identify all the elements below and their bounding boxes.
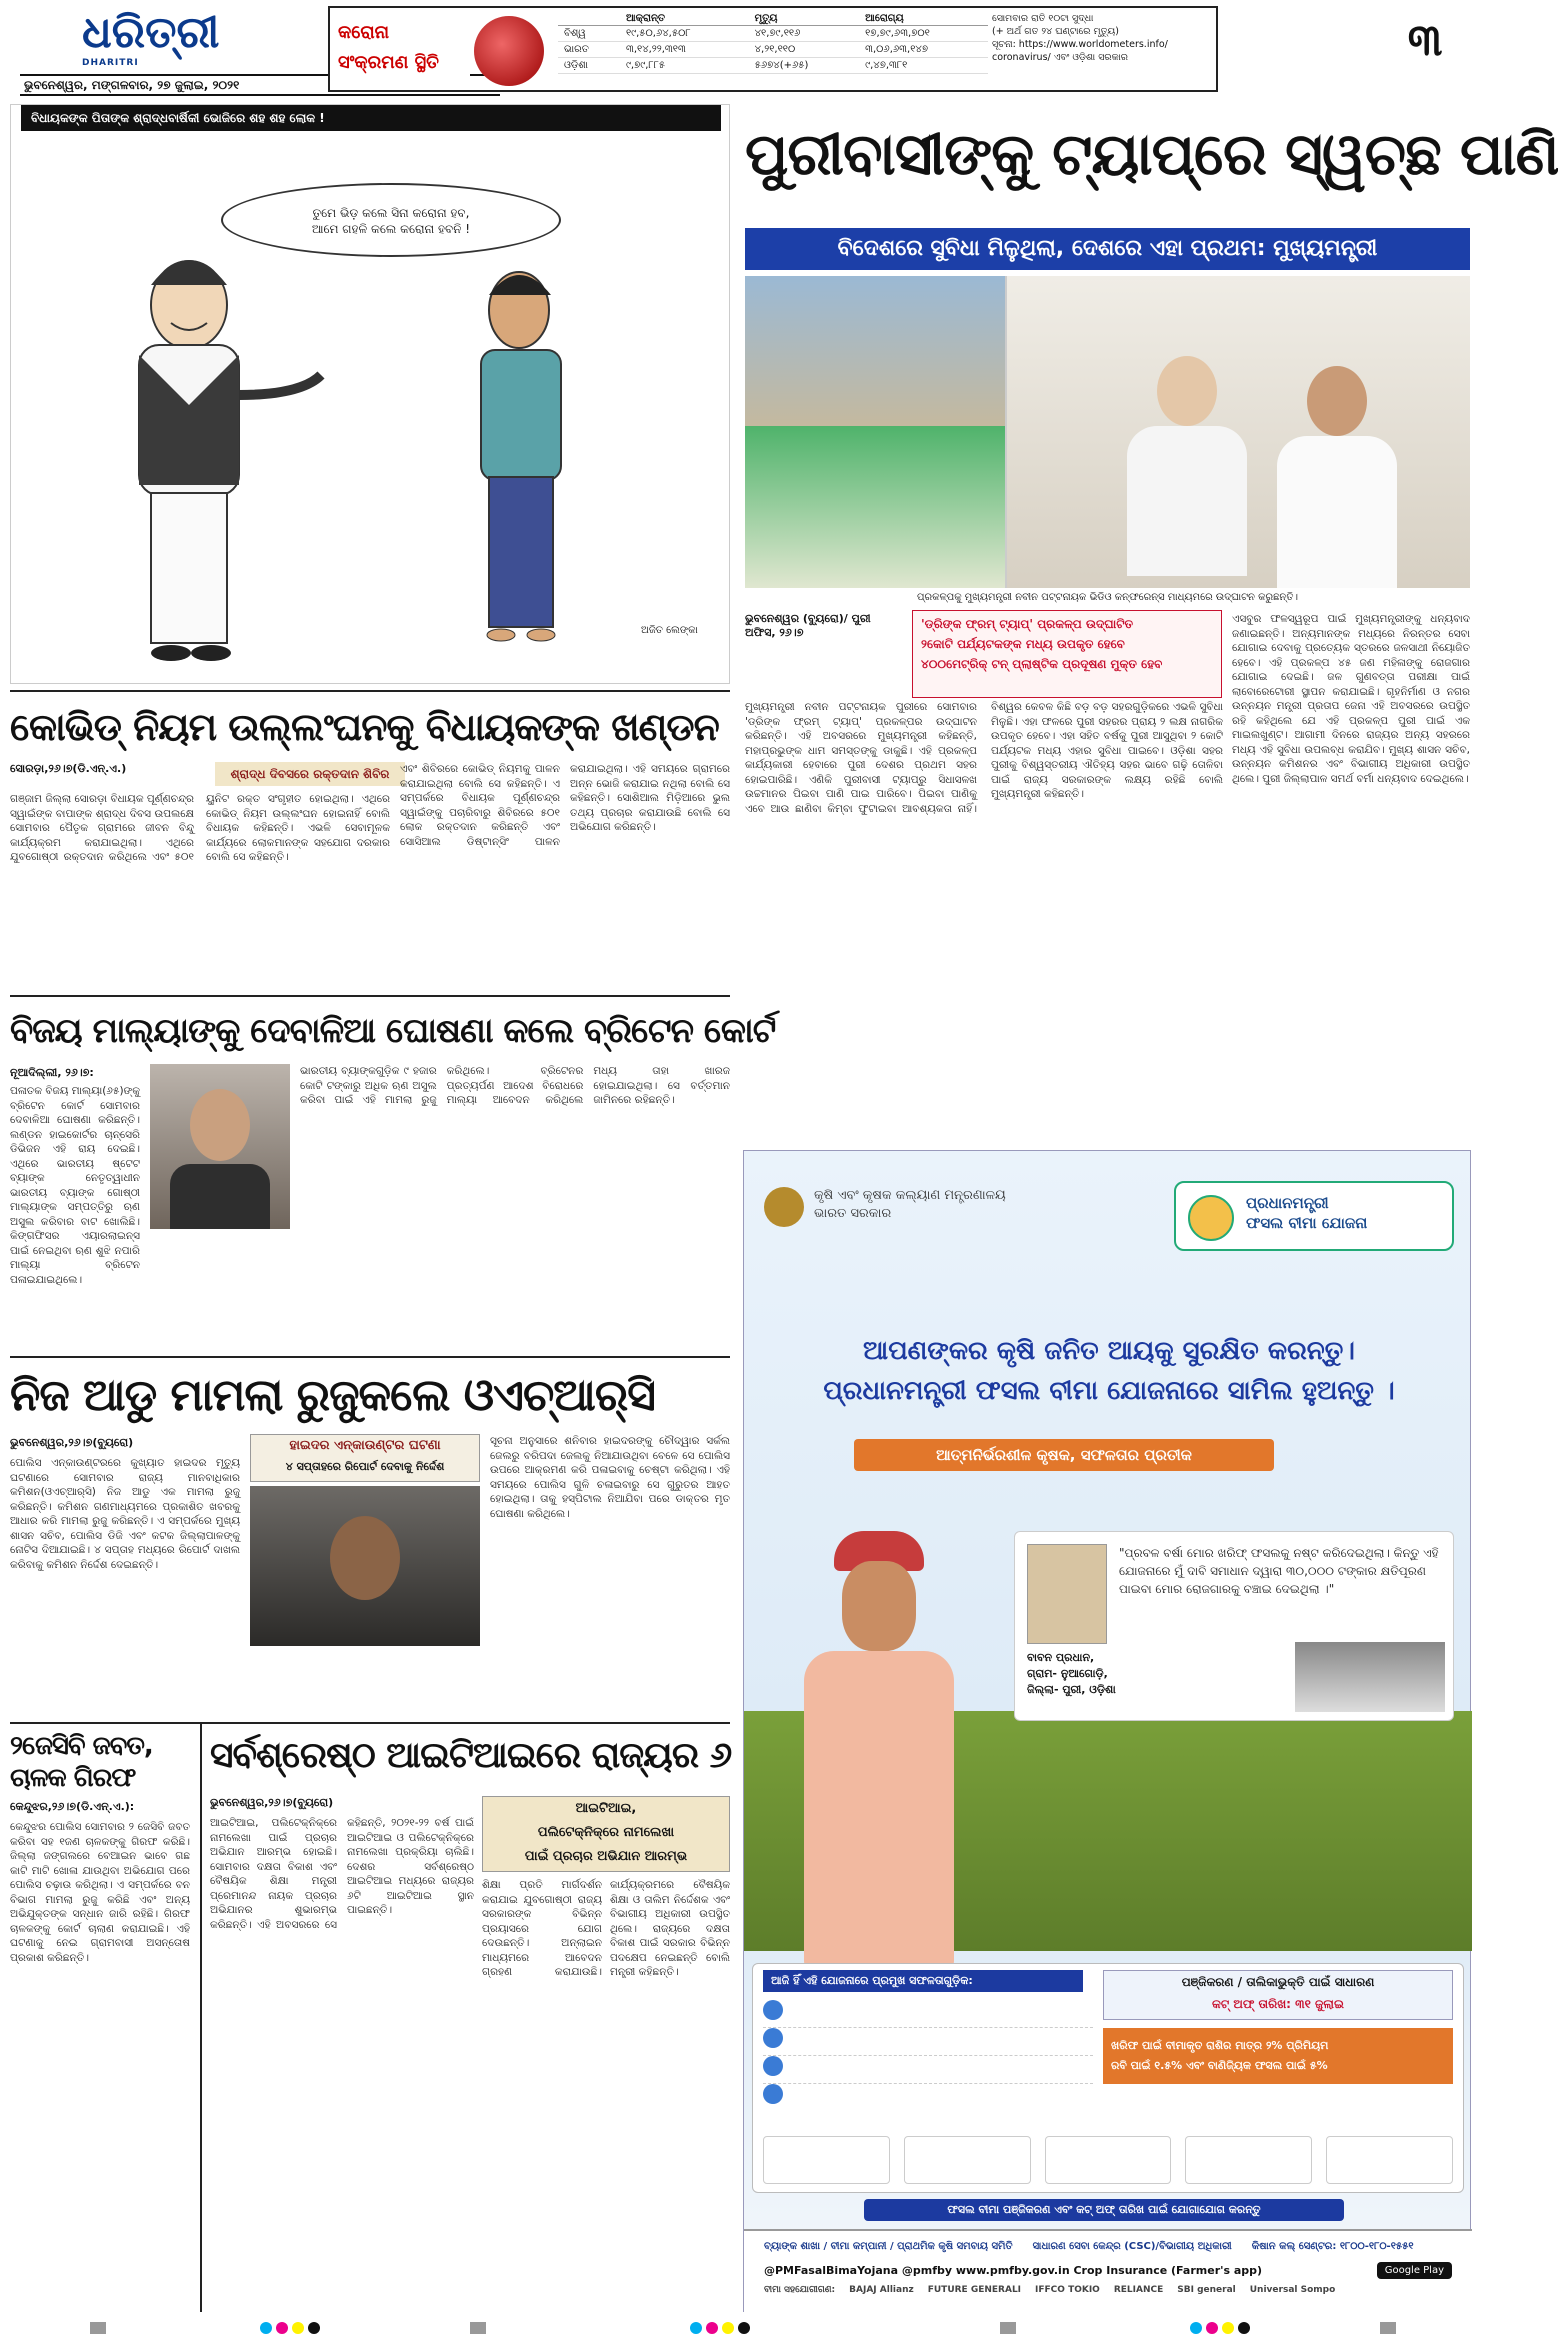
- ad-headline: ଆପଣଙ୍କର କୃଷି ଜନିତ ଆୟକୁ ସୁରକ୍ଷିତ କରନ୍ତୁ। ପ୍ରଧାନମନ୍ତ୍ରୀ ଫସଲ ବୀମା ଯୋଜନାରେ ସାମିଲ ହୁଅନ୍ତୁ ।: [823, 1336, 1395, 1406]
- cartoon: [10, 104, 730, 684]
- ohrc-byline: ଭୁବନେଶ୍ୱର,୨୬।୭(ବ୍ୟୁରୋ): [10, 1436, 134, 1449]
- pmfby-advertisement: [743, 1150, 1471, 2312]
- emblem-icon: [764, 1187, 804, 1227]
- jcb-byline: କେନ୍ଦୁଝର,୨୬।୭(ଡି.ଏନ୍.ଏ.):: [10, 1800, 135, 1813]
- mla-headline: କୋଭିଡ୍ ନିୟମ ଉଲ୍ଲଂଘନକୁ ବିଧାୟକଙ୍କ ଖଣ୍ଡନ: [10, 705, 719, 749]
- highlight-1: 'ଡ୍ରିଙ୍କ ଫ୍ରମ୍ ଟ୍ୟାପ୍' ପ୍ରକଳ୍ପ ଉଦ୍‌ଘାଟିତ: [921, 617, 1134, 631]
- cartoonist-signature: ଅଜିତ ଲେଙ୍କା: [641, 625, 698, 636]
- ohrc-body-continued: ସୂଚନା ଅନୁସାରେ ଶନିବାର ହାଇଦରଙ୍କୁ ଚୌଦ୍ୱାର ସର୍କଲ ଜେଲରୁ ବରିପଦା ଜେଲକୁ ନିଆଯାଉଥିବା ବେଳେ ସେ ପୋଲିସ ଉପରେ ଆକ୍ରମଣ କରି ପଳାଇବାକୁ ଚେଷ୍ଟା କରିଥିଲା। ଏହି ସମୟରେ ପୋଲିସ ଗୁଳି ଚଳାଇବାରୁ ସେ ଗୁରୁତର ଆହତ ହୋଇଥିଲା। ତାକୁ ହସ୍ପିଟାଲ ନିଆଯିବା ପରେ ଡାକ୍ତର ମୃତ ଘୋଷଣା କରିଥିଲେ।: [490, 1435, 730, 1520]
- covid-notes: ସୋମବାର ରାତି ୧୦ଟା ସୁଦ୍ଧା (+ ଅର୍ଥ ଗତ ୨୪ ଘଣ୍ଟାରେ ମୃତ୍ୟୁ) ସୂଚନା: https://www.worldometers.info/ coronavirus/ ଏବଂ ଓଡ଼ିଶା ସରକାର: [992, 13, 1168, 63]
- ohrc-headline: ନିଜ ଆଡୁ ମାମଲା ରୁଜୁକଲେ ଓଏଚ୍‌ଆର୍‌ସି: [10, 1370, 655, 1421]
- deadline-box: ପଞ୍ଜିକରଣ / ତାଲିକାଭୁକ୍ତି ପାଇଁ ସାଧାରଣ କଟ୍ ଅଫ୍ ତାରିଖ: ୩୧ ଜୁଲାଇ: [1103, 1970, 1453, 2020]
- ad-footer: ବ୍ୟାଙ୍କ ଶାଖା / ବୀମା କମ୍ପାନୀ / ପ୍ରାଥମିକ କୃଷି ସମବାୟ ସମିତି ସାଧାରଣ ସେବା କେନ୍ଦ୍ର (CSC)/ବିଭାଗୀୟ ଅଧିକାରୀ କିଷାନ କଲ୍ ସେଣ୍ଟର: ୧୮୦୦-୧୮୦-୧୫୫୧ @PMFasalBimaYojana @pmfby www.pmfby.gov.in Crop Insurance (Farmer's app) Google Play ବୀମା ସହଯୋଗୀଗଣ: BAJAJ Allianz FUTURE GENERALI IFFCO TOKIO RELIANCE SBI general Universal Sompo: [744, 2229, 1472, 2313]
- mallya-photo: [150, 1064, 290, 1229]
- benefits-panel: ଆଜି ହିଁ ଏହି ଯୋଜନାରେ ପ୍ରମୁଖ ସଫଳତାଗୁଡ଼ିକ: ପଞ୍ଜିକରଣ / ତାଲିକାଭୁକ୍ତି ପାଇଁ ସାଧାରଣ କଟ୍ ଅଫ୍ ତାରିଖ: ୩୧ ଜୁଲାଇ ଖରିଫ ପାଇଁ ବୀମାକୃତ ରାଶିର ମାତ୍ର ୨% ପ୍ରିମିୟମ ରବି ପାଇଁ ୧.୫% ଏବଂ ବାଣିଜ୍ୟିକ ଫସଲ ପାଇଁ ୫%: [752, 1963, 1464, 2193]
- lead-byline: ଭୁବନେଶ୍ୱର (ବ୍ୟୁରୋ)/ ପୁରୀ ଅଫିସ, ୨୬।୭: [745, 612, 871, 639]
- cm-video-conference-photo: [1007, 276, 1470, 588]
- lead-body-continued: ଏସବୁର ଫଳସ୍ୱରୂପ ପାଇଁ ମୁଖ୍ୟମନ୍ତ୍ରୀଙ୍କୁ ଧନ୍ୟବାଦ ଜଣାଇଛନ୍ତି। ଅନ୍ୟମାନଙ୍କ ମଧ୍ୟରେ ନିରନ୍ତର ସେବା ଯୋଗାଇ ଦେବାକୁ ପ୍ରତ୍ୟେକ ସ୍ତରରେ ଜଳସାଥୀ ନିୟୋଜିତ ହେବେ। ଏହି ପ୍ରକଳ୍ପ ୪୫ ଜଣ ମହିଳାଙ୍କୁ ରୋଜଗାର ଯୋଗାଇ ଦେଇଛି। ଜଳ ଗୁଣବତ୍ତା ପରୀକ୍ଷା ପାଇଁ ଲାବୋରେଟୋରୀ ସ୍ଥାପନ କରାଯାଇଛି। ଗୃହନିର୍ମାଣ ଓ ନଗର ଉନ୍ନୟନ ମନ୍ତ୍ରୀ ପ୍ରତାପ ଜେନା ଏହି ଅବସରରେ ଉପସ୍ଥିତ ରହି କହିଥିଲେ ଯେ ଏହି ପ୍ରକଳ୍ପ ପୁରୀ ପାଇଁ ଏକ ମାଇଲଖୁଣ୍ଟ। ଆଗାମୀ ଦିନରେ ରାଜ୍ୟର ଅନ୍ୟ ସହରରେ ମଧ୍ୟ ଏହି ସୁବିଧା ଉପଲବ୍ଧ କରାଯିବ। ମୁଖ୍ୟ ଶାସନ ସଚିବ, ଉନ୍ନୟନ କମିଶନର ଏବଂ ବିଭାଗୀୟ ଅଧିକାରୀ ଉପସ୍ଥିତ ଥିଲେ। ପୁରୀ ଜିଲ୍ଲାପାଳ ସମର୍ଥ ବର୍ମା ଧନ୍ୟବାଦ ଦେଇଥିଲେ।: [1232, 613, 1470, 785]
- benefit-icons: [763, 2000, 1093, 2130]
- lead-headline: ପୁରୀବାସୀଙ୍କୁ ଟ୍ୟାପ୍‌ରେ ସ୍ୱଚ୍ଛ ପାଣି: [745, 120, 1558, 188]
- lead-highlights-box: [912, 610, 1222, 698]
- google-play-badge: Google Play: [1377, 2262, 1452, 2279]
- politician-figure: [139, 260, 321, 661]
- mallya-headline: ବିଜୟ ମାଲ୍ୟାଙ୍କୁ ଦେବାଳିଆ ଘୋଷଣା କଲେ ବ୍ରିଟେନ କୋର୍ଟ: [10, 1011, 776, 1051]
- puri-aerial-photo: [745, 276, 1005, 426]
- mla-body-continued: ଏବଂ ଶିବିରରେ କୋଭିଡ୍ ନିୟମକୁ ପାଳନ କରାଯାଇଥିଲା ବୋଲି ସେ କହିଛନ୍ତି। ଏ ସମ୍ପର୍କରେ ବିଧାୟକ ପୂର୍ଣ୍ଣଚନ୍ଦ୍ର ସ୍ୱାଇଁଙ୍କୁ ପଚାରିବାରୁ ଶିବିରରେ ୫୦୧ ଲୋକ ରକ୍ତଦାନ କରିଛନ୍ତି ଏବଂ ସୋସିଆଲ ଡିଷ୍ଟାନ୍ସିଂ ପାଳନ କରାଯାଇଥିଲା। ଏହି ସମୟରେ ଗ୍ରାମରେ ଅନ୍ନ ଭୋଜି କରାଯାଇ ନଥିଲା ବୋଲି ସେ କହିଛନ୍ତି। ସୋଶିଆଲ ମିଡ଼ିଆରେ ଭୁଲ ତଥ୍ୟ ପ୍ରଚାର କରାଯାଉଛି ବୋଲି ସେ ଅଭିଯୋଗ କରିଛନ୍ତି।: [400, 763, 730, 848]
- haidar-photo: [250, 1486, 480, 1646]
- water-kiosk-photo: [745, 426, 1005, 588]
- covid-row-india: ଭାରତ ୩,୧୪,୨୨,୩୧୩ ୪,୨୧,୧୧୦ ୩,୦୬,୬୩,୧୪୭: [558, 42, 988, 58]
- mla-box: ଶ୍ରାଦ୍ଧ ଦିବସରେ ରକ୍ତଦାନ ଶିବିର: [215, 762, 405, 786]
- lead-subhead: ବିଦେଶରେ ସୁବିଧା ମିଳୁଥିଲା, ଦେଶରେ ଏହା ପ୍ରଥମ: ମୁଖ୍ୟମନ୍ତ୍ରୀ: [745, 228, 1470, 270]
- lead-body: ମୁଖ୍ୟମନ୍ତ୍ରୀ ନବୀନ ପଟ୍ଟନାୟକ ପୁରୀରେ ସୋମବାର 'ଡ୍ରିଙ୍କ ଫ୍ରମ୍ ଟ୍ୟାପ୍' ପ୍ରକଳ୍ପର ଉଦ୍‌ଘାଟନ କରିଛନ୍ତି। ଏହି ଅବସରରେ ମୁଖ୍ୟମନ୍ତ୍ରୀ କହିଛନ୍ତି, ମହାପ୍ରଭୁଙ୍କ ଧାମ ସମସ୍ତଙ୍କୁ ଡାକୁଛି। ଏହି ପ୍ରକଳ୍ପ କାର୍ଯ୍ୟକାରୀ ହେବାରେ ପୁରୀ ଦେଶର ପ୍ରଥମ ସହର ହୋଇପାରିଛି। ଏଣିକି ପୁରୀବାସୀ ଟ୍ୟାପ୍‌ରୁ ସିଧାସଳଖ ଉଚ୍ଚମାନର ପିଇବା ପାଣି ପାଇ ପାରିବେ। ପିଇବା ପାଣିକୁ ଏବେ ଆଉ ଛାଣିବା କିମ୍ବା ଫୁଟାଇବା ଆବଶ୍ୟକତା ନାହିଁ। ବିଶ୍ୱର କେବଳ କିଛି ବଡ଼ ବଡ଼ ସହରଗୁଡ଼ିକରେ ଏଭଳି ସୁବିଧା ମିଳୁଛି। ଏହା ଫଳରେ ପୁରୀ ସହରର ପ୍ରାୟ ୨ ଲକ୍ଷ ନାଗରିକ ଉପକୃତ ହେବେ। ଏହା ସହିତ ବର୍ଷକୁ ପୁରୀ ଆସୁଥିବା ୨ କୋଟି ପର୍ଯ୍ୟଟକ ମଧ୍ୟ ଏହାର ସୁବିଧା ପାଇବେ। ଓଡ଼ିଶା ସହର ପୁରୀକୁ ବିଶ୍ୱସ୍ତରୀୟ ଐତିହ୍ୟ ସହର ଭାବେ ଗଢ଼ି ତୋଳିବା ପାଇଁ ରାଜ୍ୟ ସରକାରଙ୍କ ଲକ୍ଷ୍ୟ ରହିଛି ବୋଲି ମୁଖ୍ୟମନ୍ତ୍ରୀ କହିଛନ୍ତି।: [745, 701, 1223, 815]
- iti-byline: ଭୁବନେଶ୍ୱର,୨୬।୭(ବ୍ୟୁରୋ): [210, 1796, 334, 1809]
- ministry-name: କୃଷି ଏବଂ କୃଷକ କଲ୍ୟାଣ ମନ୍ତ୍ରଣାଳୟ ଭାରତ ସରକାର: [814, 1188, 1006, 1221]
- cartoon-caption: ବିଧାୟକଙ୍କ ପିତାଙ୍କ ଶ୍ରାଦ୍ଧବାର୍ଷିକୀ ଭୋଜିରେ ଶହ ଶହ ଲୋକ !: [21, 105, 721, 131]
- iti-body-continued: ଶିକ୍ଷା ପ୍ରତି ମାର୍ଗଦର୍ଶନ କରାଯାଇ ଯୁବଗୋଷ୍ଠୀ ରାଜ୍ୟ ସରକାରଙ୍କ ବିଭିନ୍ନ ପ୍ରୟାସରେ ଯୋଗ ଦେଉଛନ୍ତି। ଅନ୍ଲାଇନ ମାଧ୍ୟମରେ ଆବେଦନ ଗ୍ରହଣ କରାଯାଉଛି। କାର୍ଯ୍ୟକ୍ରମରେ ବୈଷୟିକ ଶିକ୍ଷା ଓ ତାଲିମ ନିର୍ଦ୍ଦେଶକ ଏବଂ ବିଭାଗୀୟ ଅଧିକାରୀ ଉପସ୍ଥିତ ଥିଲେ। ରାଜ୍ୟରେ ଦକ୍ଷତା ବିକାଶ ପାଇଁ ସରକାର ବିଭିନ୍ନ ପଦକ୍ଷେପ ନେଇଛନ୍ତି ବୋଲି ମନ୍ତ୍ରୀ କହିଛନ୍ତି।: [482, 1879, 730, 1978]
- mallya-body: ପଳାତକ ବିଜୟ ମାଲ୍ୟା(୬୫)ଙ୍କୁ ବ୍ରିଟେନ କୋର୍ଟ ସୋମବାର ଦେବାଳିଆ ଘୋଷଣା କରିଛନ୍ତି। ଲଣ୍ଡନ ହାଇକୋର୍ଟର ଚାନ୍ସେରି ଡିଭିଜନ ଏହି ରାୟ ଦେଇଛି। ଏଥିରେ ଭାରତୀୟ ଷ୍ଟେଟ ବ୍ୟାଙ୍କ ନେତୃତ୍ୱାଧୀନ ଭାରତୀୟ ବ୍ୟାଙ୍କ ଗୋଷ୍ଠୀ ମାଲ୍ୟାଙ୍କ ସମ୍ପତ୍ତିରୁ ଋଣ ଅସୁଲ କରିବାର ବାଟ ଖୋଲିଛି। କିଙ୍ଗଫିସର ଏୟାରଲାଇନ୍ସ ପାଇଁ ନେଇଥିବା ଋଣ ଶୁଝି ନପାରି ମାଲ୍ୟା ବ୍ରିଟେନ ପଳାଇଯାଇଥିଲେ।: [10, 1085, 141, 1286]
- covid-row-world: ବିଶ୍ୱ ୧୯,୫୦,୬୪,୫୦୮ ୪୧,୭୯,୧୧୬ ୧୭,୭୯,୬୩,୭୦୧: [558, 26, 988, 42]
- mallya-body-continued: ଭାରତୀୟ ବ୍ୟାଙ୍କଗୁଡ଼ିକ ୯ ହଜାର କୋଟି ଟଙ୍କାରୁ ଅଧିକ ଋଣ ଅସୁଲ କରିବା ପାଇଁ ଏହି ମାମଲା ରୁଜୁ କରିଥିଲେ। ବ୍ରିଟେନର ପ୍ରତ୍ୟର୍ପଣ ଆଦେଶ ବିରୋଧରେ ମାଲ୍ୟା ଆବେଦନ କରିଥିଲେ ମଧ୍ୟ ତାହା ଖାରଜ ହୋଇଯାଇଥିଲା। ସେ ବର୍ତ୍ତମାନ ଜାମିନରେ ରହିଛନ୍ତି।: [300, 1065, 730, 1106]
- scheme-logo: ପ୍ରଧାନମନ୍ତ୍ରୀ ଫସଲ ବୀମା ଯୋଜନା: [1174, 1181, 1454, 1251]
- covid-status-box: [328, 6, 1218, 92]
- wheat-icon: [1188, 1195, 1234, 1241]
- virus-icon: [474, 16, 544, 86]
- mla-body: ଗଞ୍ଜାମ ଜିଲ୍ଲା ସୋରଡ଼ା ବିଧାୟକ ପୂର୍ଣ୍ଣଚନ୍ଦ୍ର ସ୍ୱାଇଁଙ୍କ ବାପାଙ୍କ ଶ୍ରାଦ୍ଧ ଦିବସ ଉପଲକ୍ଷେ ସୋମବାର ପୈତୃକ ଗ୍ରାମରେ ଜୀବନ ବିନ୍ଦୁ କାର୍ଯ୍ୟକ୍ରମ କରାଯାଇଥିଲା। ଏଥିରେ ଯୁବଗୋଷ୍ଠୀ ରକ୍ତଦାନ କରିଥିଲେ ଏବଂ ୫୦୧ ୟୁନିଟ ରକ୍ତ ସଂଗୃହୀତ ହୋଇଥିଲା। ଏଥିରେ କୋଭିଡ୍ ନିୟମ ଉଲ୍ଲଂଘନ ହୋଇନାହିଁ ବୋଲି ବିଧାୟକ କହିଛନ୍ତି। ଏଭଳି ସେବାମୂଳକ କାର୍ଯ୍ୟରେ ଲୋକମାନଙ୍କ ସହଯୋଗ ଦରକାର ବୋଲି ସେ କହିଛନ୍ତି।: [10, 793, 390, 863]
- highlight-2: ୨କୋଟି ପର୍ଯ୍ୟଟକଙ୍କ ମଧ୍ୟ ଉପକୃତ ହେବେ: [921, 637, 1125, 651]
- lead-photo: [745, 276, 1470, 588]
- iti-body: ଆଇଟିଆଇ, ପଲିଟେକ୍‌ନିକ୍‌ରେ ନାମଲେଖା ପାଇଁ ପ୍ରଚାର ଅଭିଯାନ ଆରମ୍ଭ ହୋଇଛି। ସୋମବାର ଦକ୍ଷତା ବିକାଶ ଏବଂ ବୈଷୟିକ ଶିକ୍ଷା ମନ୍ତ୍ରୀ ପ୍ରେମାନନ୍ଦ ନାୟକ ପ୍ରଚାର ଅଭିଯାନର ଶୁଭାରମ୍ଭ କରିଛନ୍ତି। ଏହି ଅବସରରେ ସେ କହିଛନ୍ତି, ୨୦୨୧-୨୨ ବର୍ଷ ପାଇଁ ଆଇଟିଆଇ ଓ ପଲିଟେକ୍‌ନିକ୍‌ରେ ନାମଲେଖା ପ୍ରକ୍ରିୟା ଚାଲିଛି। ଦେଶର ସର୍ବଶ୍ରେଷ୍ଠ ଆଇଟିଆଇ ମଧ୍ୟରେ ରାଜ୍ୟର ୬ଟି ଆଇଟିଆଇ ସ୍ଥାନ ପାଇଛନ୍ତି।: [210, 1817, 474, 1931]
- commoner-figure: [481, 272, 561, 641]
- covid-table: ଆକ୍ରାନ୍ତ ମୃତ୍ୟୁ ଆରୋଗ୍ୟ ବିଶ୍ୱ ୧୯,୫୦,୬୪,୫୦୮ ୪୧,୭୯,୧୧୬ ୧୭,୭୯,୬୩,୭୦୧ ଭାରତ ୩,୧୪,୨୨,୩୧୩ ୪,୨୧,୧୧୦ ୩,୦୬,୬୩,୧୪୭ ଓଡ଼ିଶା ୯,୭୯,୮୮୫ ୫୬୭୪(+୬୫) ୯,୪୭,୩୮୧: [558, 12, 988, 74]
- jcb-headline: ୨ଜେସିବି ଜବତ, ଚାଳକ ଗିରଫ: [10, 1731, 153, 1793]
- page-number: ୩: [1407, 15, 1443, 66]
- mla-byline: ସୋରଡ଼ା,୨୬।୭(ଡି.ଏନ୍.ଏ.): [10, 762, 127, 775]
- cartoon-drawing: [11, 105, 731, 685]
- ohrc-box: ହାଇଦର ଏନ୍‌କାଉଣ୍ଟର ଘଟଣା ୪ ସପ୍ତାହରେ ରିପୋର୍ଟ ଦେବାକୁ ନିର୍ଦ୍ଦେଶ: [250, 1434, 480, 1482]
- covid-row-odisha: ଓଡ଼ିଶା ୯,୭୯,୮୮୫ ୫୬୭୪(+୬୫) ୯,୪୭,୩୮୧: [558, 58, 988, 74]
- iti-box: ଆଇଟିଆଇ, ପଲିଟେକ୍‌ନିକ୍‌ରେ ନାମଲେଖା ପାଇଁ ପ୍ରଚାର ଅଭିଯାନ ଆରମ୍ଭ: [482, 1796, 730, 1872]
- insurer-logos: ବୀମା ସହଯୋଗୀଗଣ: BAJAJ Allianz FUTURE GENERALI IFFCO TOKIO RELIANCE SBI general Universal Sompo: [764, 2285, 1336, 2295]
- jcb-body: କେନ୍ଦୁଝର ପୋଲିସ ସୋମବାର ୨ ଜେସିବି ଜବତ କରିବା ସହ ୧ଜଣ ଚାଳକଙ୍କୁ ଗିରଫ କରିଛି। ଜିଲ୍ଲା ଜଙ୍ଗଲରେ ବେଆଇନ ଭାବେ ଗଛ କାଟି ମାଟି ଖୋଳା ଯାଉଥିବା ଅଭିଯୋଗ ପରେ ପୋଲିସ ଚଢ଼ାଉ କରିଥିଲା। ଏ ସମ୍ପର୍କରେ ବନ ବିଭାଗ ମାମଲା ରୁଜୁ କରିଛି ଏବଂ ଅନ୍ୟ ଅଭିଯୁକ୍ତଙ୍କ ସନ୍ଧାନ ଜାରି ରହିଛି। ଗିରଫ ଚାଳକଙ୍କୁ କୋର୍ଟ ଚାଲାଣ କରାଯାଇଛି। ଏହି ଘଟଣାକୁ ନେଇ ଗ୍ରାମବାସୀ ଅସନ୍ତୋଷ ପ୍ରକାଶ କରିଛନ୍ତି।: [10, 1821, 190, 1964]
- lead-photo-caption: ପ୍ରକଳ୍ପକୁ ମୁଖ୍ୟମନ୍ତ୍ରୀ ନବୀନ ପଟ୍ଟନାୟକ ଭିଡିଓ କନ୍‌ଫରେନ୍ସ ମାଧ୍ୟମରେ ଉଦ୍‌ଘାଟନ କରୁଛନ୍ତି।: [917, 592, 1298, 603]
- risk-icons-row: [763, 2136, 1453, 2184]
- highlight-3: ୪୦୦ମେଟ୍ରିକ୍ ଟନ୍ ପ୍ଲାଷ୍ଟିକ ପ୍ରଦୂଷଣ ମୁକ୍ତ ହେବ: [921, 657, 1163, 671]
- iti-headline: ସର୍ବଶ୍ରେଷ୍ଠ ଆଇଟିଆଇରେ ରାଜ୍ୟର ୬: [210, 1735, 732, 1776]
- dateline: ଭୁବନେଶ୍ୱର, ମଙ୍ଗଳବାର, ୨୭ ଜୁଲାଇ, ୨୦୨୧: [20, 74, 500, 96]
- rain-photo: [1295, 1642, 1445, 1712]
- testimonial-box: "ପ୍ରବଳ ବର୍ଷା ମୋର ଖରିଫ୍ ଫସଲକୁ ନଷ୍ଟ କରିଦେଇଥିଲା। କିନ୍ତୁ ଏହି ଯୋଜନାରେ ମୁଁ ଦାବି ସମାଧାନ ଦ୍ୱାରା ୩୦,୦୦୦ ଟଙ୍କାର କ୍ଷତିପୂରଣ ପାଇବା ମୋର ରୋଜଗାରକୁ ବଞ୍ଚାଇ ଦେଇଥିଲା ।" ବାବନ ପ୍ରଧାନ, ଗ୍ରାମ- ନୁଆଗୋଡ଼ି, ଜିଲ୍ଲା- ପୁରୀ, ଓଡ଼ିଶା: [1014, 1531, 1454, 1721]
- print-registration-strip: [0, 2318, 1477, 2339]
- speech-bubble: ତୁମେ ଭିଡ଼ କଲେ ସିନା କରୋନା ହବ, ଆମେ ଗହଳି କଲେ କରୋନା ହବନି !: [221, 183, 561, 257]
- dharitri-logo: ଧରିତ୍ରୀ DHARITRI: [82, 7, 220, 68]
- contact-banner: ଫସଲ ବୀମା ପଞ୍ଜିକରଣ ଏବଂ କଟ୍ ଅଫ୍ ତାରିଖ ପାଇଁ ଯୋଗାଯୋଗ କରନ୍ତୁ: [864, 2199, 1344, 2221]
- ad-tagline: ଆତ୍ମନିର୍ଭରଶୀଳ କୃଷକ, ସଫଳତାର ପ୍ରତୀକ: [854, 1439, 1274, 1471]
- social-handles: @PMFasalBimaYojana @pmfby www.pmfby.gov.in Crop Insurance (Farmer's app): [764, 2264, 1263, 2277]
- ohrc-body: ପୋଲିସ ଏନ୍‌କାଉଣ୍ଟରରେ କୁଖ୍ୟାତ ହାଇଦର ମୃତ୍ୟୁ ଘଟଣାରେ ସୋମବାର ରାଜ୍ୟ ମାନବାଧିକାର କମିଶନ(ଓଏଚ୍‌ଆର୍‌ସି) ନିଜ ଆଡୁ ଏକ ମାମଲା ରୁଜୁ କରିଛନ୍ତି। କମିଶନ ଗଣମାଧ୍ୟମରେ ପ୍ରକାଶିତ ଖବରକୁ ଆଧାର କରି ମାମଲା ରୁଜୁ କରିଛନ୍ତି। ଏ ସମ୍ପର୍କରେ ମୁଖ୍ୟ ଶାସନ ସଚିବ, ପୋଲିସ ଡିଜି ଏବଂ କଟକ ଜିଲ୍ଲାପାଳଙ୍କୁ ନୋଟିସ ଦିଆଯାଇଛି। ୪ ସପ୍ତାହ ମଧ୍ୟରେ ରିପୋର୍ଟ ଦାଖଲ କରିବାକୁ କମିଶନ ନିର୍ଦ୍ଦେଶ ଦେଇଛନ୍ତି।: [10, 1457, 240, 1571]
- covid-title: କରୋନା ସଂକ୍ରମଣ ସ୍ଥିତି: [330, 8, 470, 90]
- mallya-byline: ନୂଆଦିଲ୍ଲୀ, ୨୬।୭:: [10, 1066, 94, 1079]
- masthead: [0, 0, 1477, 100]
- premium-box: ଖରିଫ ପାଇଁ ବୀମାକୃତ ରାଶିର ମାତ୍ର ୨% ପ୍ରିମିୟମ ରବି ପାଇଁ ୧.୫% ଏବଂ ବାଣିଜ୍ୟିକ ଫସଲ ପାଇଁ ୫%: [1103, 2028, 1453, 2084]
- farmer-portrait: [1027, 1544, 1107, 1644]
